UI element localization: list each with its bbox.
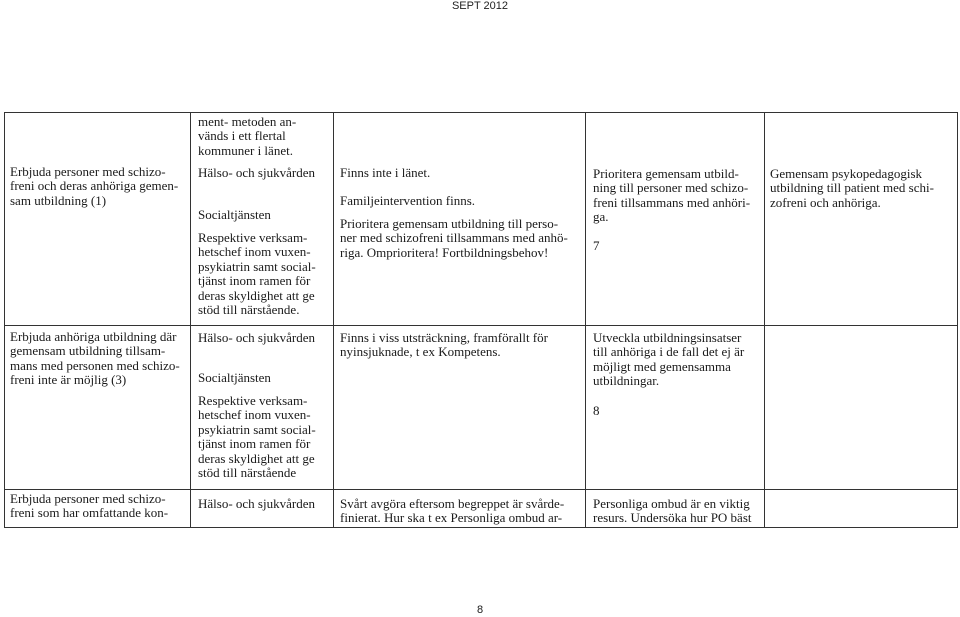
row-divider (4, 489, 957, 490)
row1-status-c: Prioritera gemensam utbildning till perso- ner med schizofreni tillsammans med anhö- riga. Omprioritera! Fortbildningsbehov! (340, 216, 568, 260)
column-divider (190, 112, 191, 528)
row1-responsible-social: Socialtjänsten (198, 207, 271, 222)
row-divider (4, 527, 957, 528)
row-divider (4, 325, 957, 326)
row1-status-a: Finns inte i länet. (340, 165, 431, 180)
row3-goal: Erbjuda personer med schizo- freni som har omfattande kon- (10, 491, 169, 521)
row1-goal: Erbjuda personer med schizo- freni och deras anhöriga gemen- sam utbildning (1) (10, 164, 179, 208)
row3-responsible-health: Hälso- och sjukvården (198, 496, 315, 511)
column-divider (4, 112, 5, 528)
row-divider (4, 112, 957, 113)
row1-status-b: Familjeintervention finns. (340, 193, 476, 208)
row2-action-number: 8 (593, 403, 600, 418)
column-divider (585, 112, 586, 528)
page-header: SEPT 2012 (451, 0, 509, 12)
row2-status: Finns i viss utsträckning, framförallt för nyinsjuknade, t ex Kompetens. (340, 330, 548, 360)
column-divider (333, 112, 334, 528)
page-number: 8 (476, 604, 484, 616)
row1-responsible-health: Hälso- och sjukvården (198, 165, 315, 180)
row3-status: Svårt avgöra eftersom begreppet är svårde- finierat. Hur ska t ex Personliga ombud ar- (340, 496, 565, 526)
row2-action: Utveckla utbildningsinsatser till anhöriga i de fall det ej är möjligt med gemensamma utbildningar. (593, 330, 745, 389)
row1-responsible-chief: Respektive verksam- hetschef inom vuxen- psykiatrin samt social- tjänst inom ramen för deras skyldighet att ge stöd till närstående. (198, 230, 316, 318)
row2-responsible-health: Hälso- och sjukvården (198, 330, 315, 345)
row1-measure: Gemensam psykopedagogisk utbildning till patient med schi- zofreni och anhöriga. (770, 166, 934, 210)
row2-goal: Erbjuda anhöriga utbildning där gemensam utbildning tillsam- mans med personen med schizo- freni inte är möjlig (3) (10, 329, 180, 388)
row1-action: Prioritera gemensam utbild- ning till personer med schizo- freni tillsammans med anhöri- ga. (593, 166, 751, 225)
row1-action-number: 7 (593, 238, 600, 253)
row2-responsible-social: Socialtjänsten (198, 370, 271, 385)
row2-responsible-chief: Respektive verksam- hetschef inom vuxen- psykiatrin samt social- tjänst inom ramen för deras skyldighet att ge stöd till närstående (198, 393, 316, 481)
row3-action: Personliga ombud är en viktig resurs. Undersöka hur PO bäst (593, 496, 752, 526)
row1-responsible-continued: ment- metoden an- vänds i ett flertal kommuner i länet. (198, 114, 297, 158)
column-divider (957, 112, 958, 528)
column-divider (764, 112, 765, 528)
